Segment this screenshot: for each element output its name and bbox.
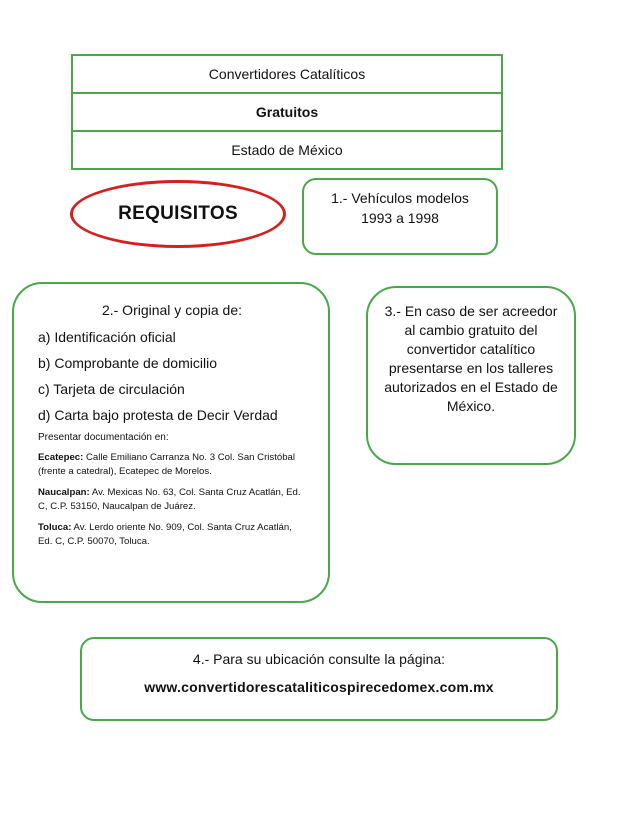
address-toluca bbox=[38, 521, 306, 549]
website-intro: 4.- Para su ubicación consulte la página: bbox=[192, 651, 446, 667]
header-subtitle: Gratuitos bbox=[73, 94, 501, 132]
header-table bbox=[71, 54, 503, 170]
address-ecatepec bbox=[38, 451, 306, 479]
document-item-circulation-card: c) Tarjeta de circulación bbox=[38, 381, 185, 397]
workshops-text: 3.- En caso de ser acreedor al cambio gratuito del convertidor catalítico presentarse en los talleres autorizados en el Estado de México. bbox=[384, 303, 558, 414]
address-text: Av. Lerdo oriente No. 909, Col. Santa Cruz Acatlán, Ed. C, C.P. 50070, Toluca. bbox=[38, 522, 292, 547]
address-city: Toluca: bbox=[38, 522, 72, 533]
document-item-letter: d) Carta bajo protesta de Decir Verdad bbox=[38, 407, 278, 423]
vehicle-models-line1: 1.- Vehículos modelos bbox=[331, 190, 469, 206]
header-state: Estado de México bbox=[231, 142, 343, 158]
present-docs-label: Presentar documentación en: bbox=[38, 432, 169, 443]
requirement-vehicle-models-box bbox=[302, 178, 498, 255]
documents-title: 2.- Original y copia de: bbox=[101, 302, 243, 318]
address-city: Naucalpan: bbox=[38, 487, 90, 498]
website-link[interactable]: www.convertidorescataliticospirecedomex.com.mx bbox=[144, 679, 494, 695]
address-text: Av. Mexicas No. 63, Col. Santa Cruz Acatlán, Ed. C, C.P. 53150, Naucalpan de Juárez. bbox=[38, 487, 301, 512]
requirement-documents-box bbox=[12, 282, 330, 603]
requisitos-oval bbox=[70, 180, 286, 248]
address-naucalpan bbox=[38, 486, 306, 514]
requisitos-label: REQUISITOS bbox=[118, 203, 238, 224]
requirement-workshops-box bbox=[366, 286, 576, 465]
document-item-address-proof: b) Comprobante de domicilio bbox=[38, 355, 217, 371]
address-city: Ecatepec: bbox=[38, 452, 84, 463]
document-item-id: a) Identificación oficial bbox=[38, 329, 176, 345]
requirement-website-box bbox=[80, 637, 558, 721]
header-title: Convertidores Catalíticos bbox=[73, 56, 501, 94]
address-text: Calle Emiliano Carranza No. 3 Col. San Cristóbal (frente a catedral), Ecatepec de Morelos. bbox=[38, 452, 296, 477]
vehicle-models-line2: 1993 a 1998 bbox=[361, 210, 439, 226]
